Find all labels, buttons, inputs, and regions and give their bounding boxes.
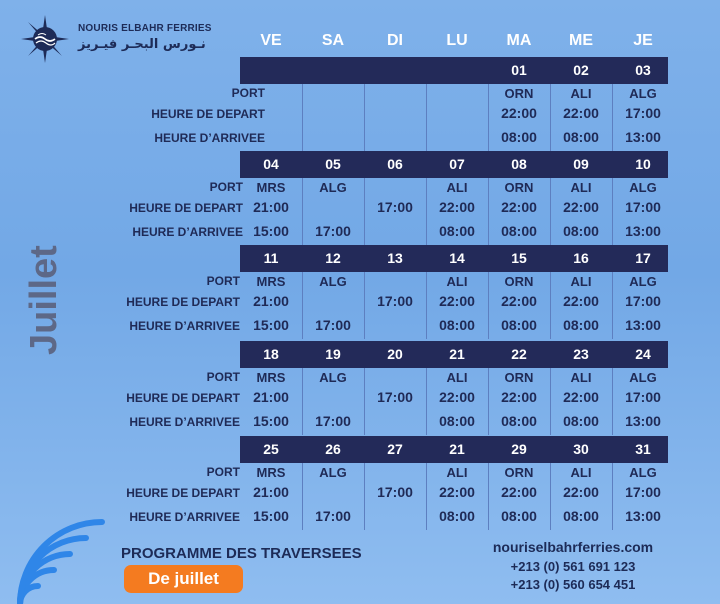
departure-time-cell: 17:00 xyxy=(377,293,413,309)
port-cell: ORN xyxy=(504,180,534,195)
phone-1[interactable]: +213 (0) 561 691 123 xyxy=(510,559,636,574)
signal-waves-icon xyxy=(12,515,122,604)
date-cell: 24 xyxy=(635,346,651,362)
day-header-me: ME xyxy=(569,32,593,49)
date-cell: 23 xyxy=(573,346,589,362)
arrival-time-cell: 13:00 xyxy=(625,317,661,333)
departure-time-cell: 22:00 xyxy=(501,389,537,405)
row-label-depart: HEURE DE DEPART xyxy=(129,201,243,215)
svg-text:Juillet: Juillet xyxy=(23,245,62,355)
arrival-time-cell: 08:00 xyxy=(501,223,537,239)
port-cell: ALG xyxy=(629,274,657,289)
departure-time-cell: 22:00 xyxy=(501,105,537,121)
departure-time-cell: 21:00 xyxy=(253,389,289,405)
arrival-time-cell: 08:00 xyxy=(563,129,599,145)
port-cell: ALI xyxy=(570,86,592,101)
departure-time-cell: 17:00 xyxy=(625,199,661,215)
date-cell: 22 xyxy=(511,346,527,362)
date-cell: 29 xyxy=(511,441,527,457)
arrival-time-cell: 13:00 xyxy=(625,223,661,239)
arrival-time-cell: 13:00 xyxy=(625,508,661,524)
arrival-time-cell: 08:00 xyxy=(439,317,475,333)
date-cell: 09 xyxy=(573,156,589,172)
website-link[interactable]: nouriselbahrferries.com xyxy=(492,539,654,555)
departure-time-cell: 22:00 xyxy=(501,484,537,500)
port-cell: ALI xyxy=(570,465,592,480)
date-cell: 18 xyxy=(263,346,279,362)
port-cell: MRS xyxy=(256,274,286,289)
date-cell: 19 xyxy=(325,346,341,362)
date-cell: 20 xyxy=(387,346,403,362)
port-cell: ALG xyxy=(629,370,657,385)
departure-time-cell: 22:00 xyxy=(439,199,475,215)
port-cell: ALG xyxy=(319,465,347,480)
port-cell: ALG xyxy=(319,180,347,195)
row-label-depart: HEURE DE DEPART xyxy=(151,107,265,121)
port-cell: MRS xyxy=(256,180,286,195)
date-cell: 04 xyxy=(263,156,279,172)
date-cell: 12 xyxy=(325,250,341,266)
date-cell: 13 xyxy=(387,250,403,266)
brand-name-arabic: نـورس البحـر فيـريز xyxy=(78,37,206,52)
date-cell: 07 xyxy=(449,156,465,172)
departure-time-cell: 22:00 xyxy=(439,484,475,500)
port-cell: MRS xyxy=(256,370,286,385)
departure-time-cell: 17:00 xyxy=(625,389,661,405)
port-cell: ALG xyxy=(629,465,657,480)
row-label-port: PORT xyxy=(206,370,240,384)
departure-time-cell: 17:00 xyxy=(625,105,661,121)
arrival-time-cell: 08:00 xyxy=(501,129,537,145)
arrival-time-cell: 08:00 xyxy=(563,317,599,333)
arrival-time-cell: 17:00 xyxy=(315,317,351,333)
day-header-je: JE xyxy=(633,32,653,49)
departure-time-cell: 22:00 xyxy=(563,293,599,309)
arrival-time-cell: 08:00 xyxy=(563,508,599,524)
arrival-time-cell: 17:00 xyxy=(315,223,351,239)
arrival-time-cell: 08:00 xyxy=(439,223,475,239)
port-cell: ALI xyxy=(446,180,468,195)
arrival-time-cell: 08:00 xyxy=(563,223,599,239)
port-cell: ALI xyxy=(446,465,468,480)
column-divider xyxy=(426,84,427,151)
row-label-port: PORT xyxy=(231,86,265,100)
port-cell: ORN xyxy=(504,370,534,385)
day-header-sa: SA xyxy=(321,32,345,49)
arrival-time-cell: 15:00 xyxy=(253,508,289,524)
port-cell: ALI xyxy=(570,180,592,195)
day-header-ma: MA xyxy=(506,32,532,49)
date-cell: 21 xyxy=(449,346,465,362)
port-cell: ALG xyxy=(629,180,657,195)
port-cell: ALG xyxy=(319,274,347,289)
column-divider xyxy=(364,84,365,151)
column-divider xyxy=(302,84,303,151)
departure-time-cell: 17:00 xyxy=(625,484,661,500)
port-cell: ALG xyxy=(319,370,347,385)
row-label-depart: HEURE DE DEPART xyxy=(126,295,240,309)
day-header-lu: LU xyxy=(446,32,468,49)
arrival-time-cell: 08:00 xyxy=(501,317,537,333)
date-cell: 21 xyxy=(449,441,465,457)
arrival-time-cell: 08:00 xyxy=(501,413,537,429)
row-label-arrivee: HEURE D’ARRIVEE xyxy=(129,415,240,429)
departure-time-cell: 21:00 xyxy=(253,199,289,215)
arrival-time-cell: 08:00 xyxy=(439,508,475,524)
date-cell: 05 xyxy=(325,156,341,172)
row-label-arrivee: HEURE D’ARRIVEE xyxy=(154,131,265,145)
departure-time-cell: 22:00 xyxy=(563,389,599,405)
arrival-time-cell: 08:00 xyxy=(439,413,475,429)
port-cell: ALI xyxy=(570,370,592,385)
row-label-port: PORT xyxy=(206,465,240,479)
departure-time-cell: 22:00 xyxy=(439,389,475,405)
date-cell: 10 xyxy=(635,156,651,172)
date-cell: 08 xyxy=(511,156,527,172)
port-cell: ALI xyxy=(446,370,468,385)
row-label-arrivee: HEURE D’ARRIVEE xyxy=(132,225,243,239)
arrival-time-cell: 08:00 xyxy=(501,508,537,524)
port-cell: ORN xyxy=(504,465,534,480)
arrival-time-cell: 15:00 xyxy=(253,413,289,429)
departure-time-cell: 22:00 xyxy=(501,199,537,215)
row-label-depart: HEURE DE DEPART xyxy=(126,486,240,500)
row-label-arrivee: HEURE D’ARRIVEE xyxy=(129,319,240,333)
date-cell: 25 xyxy=(263,441,279,457)
brand-logo xyxy=(20,14,245,64)
arrival-time-cell: 15:00 xyxy=(253,223,289,239)
brand-name: NOURIS ELBAHR FERRIES xyxy=(78,23,212,34)
departure-time-cell: 17:00 xyxy=(377,199,413,215)
departure-time-cell: 22:00 xyxy=(501,293,537,309)
port-cell: ORN xyxy=(504,86,534,101)
departure-time-cell: 22:00 xyxy=(439,293,475,309)
date-cell: 14 xyxy=(449,250,465,266)
arrival-time-cell: 13:00 xyxy=(625,129,661,145)
date-cell: 30 xyxy=(573,441,589,457)
date-cell: 15 xyxy=(511,250,527,266)
arrival-time-cell: 08:00 xyxy=(563,413,599,429)
departure-time-cell: 22:00 xyxy=(563,105,599,121)
date-cell: 17 xyxy=(635,250,651,266)
row-label-arrivee: HEURE D’ARRIVEE xyxy=(129,510,240,524)
port-cell: ORN xyxy=(504,274,534,289)
program-month-badge: De juillet xyxy=(124,565,243,593)
month-label xyxy=(22,225,62,360)
departure-time-cell: 17:00 xyxy=(377,389,413,405)
date-cell: 11 xyxy=(263,250,279,266)
date-cell: 31 xyxy=(635,441,651,457)
compass-rose-icon xyxy=(20,14,70,64)
day-header-di: DI xyxy=(387,32,403,49)
arrival-time-cell: 13:00 xyxy=(625,413,661,429)
date-cell: 02 xyxy=(573,62,589,78)
date-cell: 03 xyxy=(635,62,651,78)
phone-2[interactable]: +213 (0) 560 654 451 xyxy=(510,577,636,592)
date-cell: 16 xyxy=(573,250,589,266)
departure-time-cell: 21:00 xyxy=(253,484,289,500)
date-cell: 01 xyxy=(511,62,527,78)
row-label-depart: HEURE DE DEPART xyxy=(126,391,240,405)
port-cell: MRS xyxy=(256,465,286,480)
row-label-port: PORT xyxy=(206,274,240,288)
arrival-time-cell: 17:00 xyxy=(315,413,351,429)
date-cell: 26 xyxy=(325,441,341,457)
day-header-ve: VE xyxy=(260,32,282,49)
arrival-time-cell: 17:00 xyxy=(315,508,351,524)
departure-time-cell: 17:00 xyxy=(625,293,661,309)
departure-time-cell: 22:00 xyxy=(563,484,599,500)
port-cell: ALI xyxy=(446,274,468,289)
port-cell: ALG xyxy=(629,86,657,101)
month-label-wrap xyxy=(22,225,62,360)
program-title: PROGRAMME DES TRAVERSEES xyxy=(121,545,362,562)
date-cell: 06 xyxy=(387,156,403,172)
arrival-time-cell: 15:00 xyxy=(253,317,289,333)
departure-time-cell: 21:00 xyxy=(253,293,289,309)
departure-time-cell: 17:00 xyxy=(377,484,413,500)
departure-time-cell: 22:00 xyxy=(563,199,599,215)
port-cell: ALI xyxy=(570,274,592,289)
date-cell: 27 xyxy=(387,441,403,457)
row-label-port: PORT xyxy=(209,180,243,194)
